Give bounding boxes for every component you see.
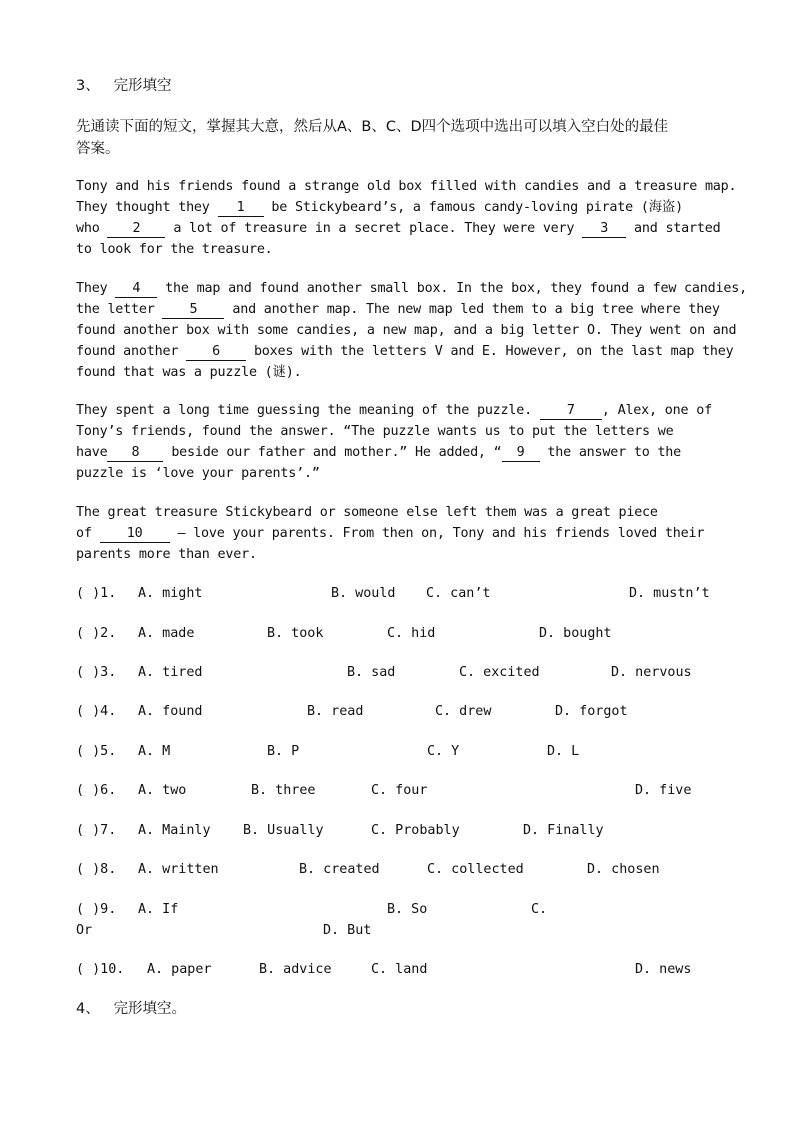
option-c[interactable]: C. Y — [427, 744, 460, 759]
answer-bracket[interactable]: ( )8. — [76, 862, 117, 877]
option-d[interactable]: D. mustn’t — [629, 586, 710, 601]
passage-line: who 2 a lot of treasure in a secret place. They were very 3 and started — [76, 221, 721, 236]
option-b[interactable]: B. read — [307, 704, 364, 719]
option-b[interactable]: B. advice — [259, 962, 332, 977]
passage-paragraph-4 — [76, 502, 718, 565]
passage-line: They 4 the map and found another small box. In the box, they found a few candies, — [76, 281, 747, 296]
option-d[interactable]: D. forgot — [555, 704, 628, 719]
passage-line: The great treasure Stickybeard or someone else left them was a great piece — [76, 505, 658, 520]
option-a[interactable]: A. might — [138, 586, 203, 601]
option-c[interactable]: C. hid — [387, 626, 436, 641]
blank-2[interactable]: 2 — [107, 220, 165, 238]
passage-line: found another box with some candies, a new map, and a big letter O. They went on and — [76, 323, 737, 338]
option-b[interactable]: B. three — [251, 783, 316, 798]
answer-bracket[interactable]: ( )1. — [76, 586, 117, 601]
option-d[interactable]: D. Finally — [523, 823, 604, 838]
option-a[interactable]: A. made — [138, 626, 195, 641]
section-title: 完形填空。 — [113, 1001, 187, 1017]
passage-line: They spent a long time guessing the meaning of the puzzle. 7 , Alex, one of — [76, 403, 712, 418]
option-b[interactable]: B. created — [299, 862, 380, 877]
section-number: 4、 — [76, 1001, 100, 1017]
section-number: 3、 — [76, 78, 100, 94]
option-b[interactable]: B. Usually — [243, 823, 324, 838]
passage-line: the letter 5 and another map. The new map led them to a big tree where they — [76, 302, 720, 317]
option-c[interactable]: C. four — [371, 783, 428, 798]
option-d[interactable]: D. bought — [539, 626, 612, 641]
instruction-line: 答案。 — [76, 141, 120, 157]
option-c[interactable]: C. excited — [459, 665, 540, 680]
answer-bracket[interactable]: ( )5. — [76, 744, 117, 759]
answer-bracket[interactable]: ( )9. — [76, 902, 117, 917]
passage-line: have 8 beside our father and mother.” He added, “ 9 the answer to the — [76, 445, 682, 460]
instruction-line: 先通读下面的短文，掌握其大意，然后从A、B、C、D四个选项中选出可以填入空白处的最佳 — [76, 119, 669, 135]
passage-line: They thought they 1 be Stickybeard’s, a famous candy-loving pirate (海盗) — [76, 200, 683, 215]
option-c[interactable]: C. — [531, 902, 548, 917]
passage-paragraph-3 — [76, 400, 718, 484]
answer-bracket[interactable]: ( )7. — [76, 823, 117, 838]
answer-bracket[interactable]: ( )2. — [76, 626, 117, 641]
option-c[interactable]: C. drew — [435, 704, 492, 719]
passage-paragraph-2 — [76, 278, 747, 383]
passage-line: puzzle is ‘love your parents’.” — [76, 466, 320, 481]
option-a[interactable]: A. written — [138, 862, 219, 877]
instructions — [76, 116, 718, 160]
blank-7[interactable]: 7 — [540, 402, 602, 420]
option-a[interactable]: A. paper — [147, 962, 212, 977]
option-c[interactable]: C. Probably — [371, 823, 460, 838]
blank-9[interactable]: 9 — [502, 444, 540, 462]
option-b[interactable]: B. P — [267, 744, 300, 759]
passage-line: Tony’s friends, found the answer. “The puzzle wants us to put the letters we — [76, 424, 674, 439]
option-a[interactable]: A. found — [138, 704, 203, 719]
passage-line: found another 6 boxes with the letters V and E. However, on the last map they — [76, 344, 734, 359]
blank-5[interactable]: 5 — [162, 301, 224, 319]
option-b[interactable]: B. took — [267, 626, 324, 641]
option-d[interactable]: D. five — [635, 783, 692, 798]
passage-line: found that was a puzzle (谜). — [76, 365, 302, 380]
passage-line: of 10 — love your parents. From then on, Tony and his friends loved their — [76, 526, 705, 541]
option-d[interactable]: D. chosen — [587, 862, 660, 877]
section-4-heading — [76, 999, 718, 1020]
blank-6[interactable]: 6 — [186, 343, 246, 361]
option-b[interactable]: B. would — [331, 586, 396, 601]
option-d[interactable]: D. L — [547, 744, 580, 759]
blank-4[interactable]: 4 — [115, 280, 157, 298]
section-title: 完形填空 — [113, 78, 172, 94]
blank-1[interactable]: 1 — [218, 199, 264, 217]
answer-bracket[interactable]: ( )3. — [76, 665, 117, 680]
passage-line: parents more than ever. — [76, 547, 257, 562]
option-b[interactable]: B. So — [387, 902, 428, 917]
option-d[interactable]: D. But — [323, 923, 372, 938]
option-a[interactable]: A. tired — [138, 665, 203, 680]
answer-bracket[interactable]: ( )6. — [76, 783, 117, 798]
option-a[interactable]: A. two — [138, 783, 187, 798]
option-b[interactable]: B. sad — [347, 665, 396, 680]
answer-bracket[interactable]: ( )4. — [76, 704, 117, 719]
option-a[interactable]: A. Mainly — [138, 823, 211, 838]
option-d[interactable]: D. news — [635, 962, 692, 977]
passage-line: to look for the treasure. — [76, 242, 273, 257]
passage-line: Tony and his friends found a strange old box filled with candies and a treasure map. — [76, 179, 737, 194]
option-c[interactable]: C. collected — [427, 862, 524, 877]
blank-10[interactable]: 10 — [100, 525, 170, 543]
answer-bracket[interactable]: ( )10. — [76, 962, 125, 977]
passage-paragraph-1 — [76, 176, 737, 260]
option-c[interactable]: C. land — [371, 962, 428, 977]
blank-3[interactable]: 3 — [582, 220, 626, 238]
blank-8[interactable]: 8 — [107, 444, 163, 462]
option-d[interactable]: D. nervous — [611, 665, 692, 680]
option-a[interactable]: A. If — [138, 902, 179, 917]
section-3-heading — [76, 76, 718, 97]
option-c-text[interactable]: Or — [76, 923, 93, 938]
option-c[interactable]: C. can’t — [426, 586, 491, 601]
option-a[interactable]: A. M — [138, 744, 171, 759]
